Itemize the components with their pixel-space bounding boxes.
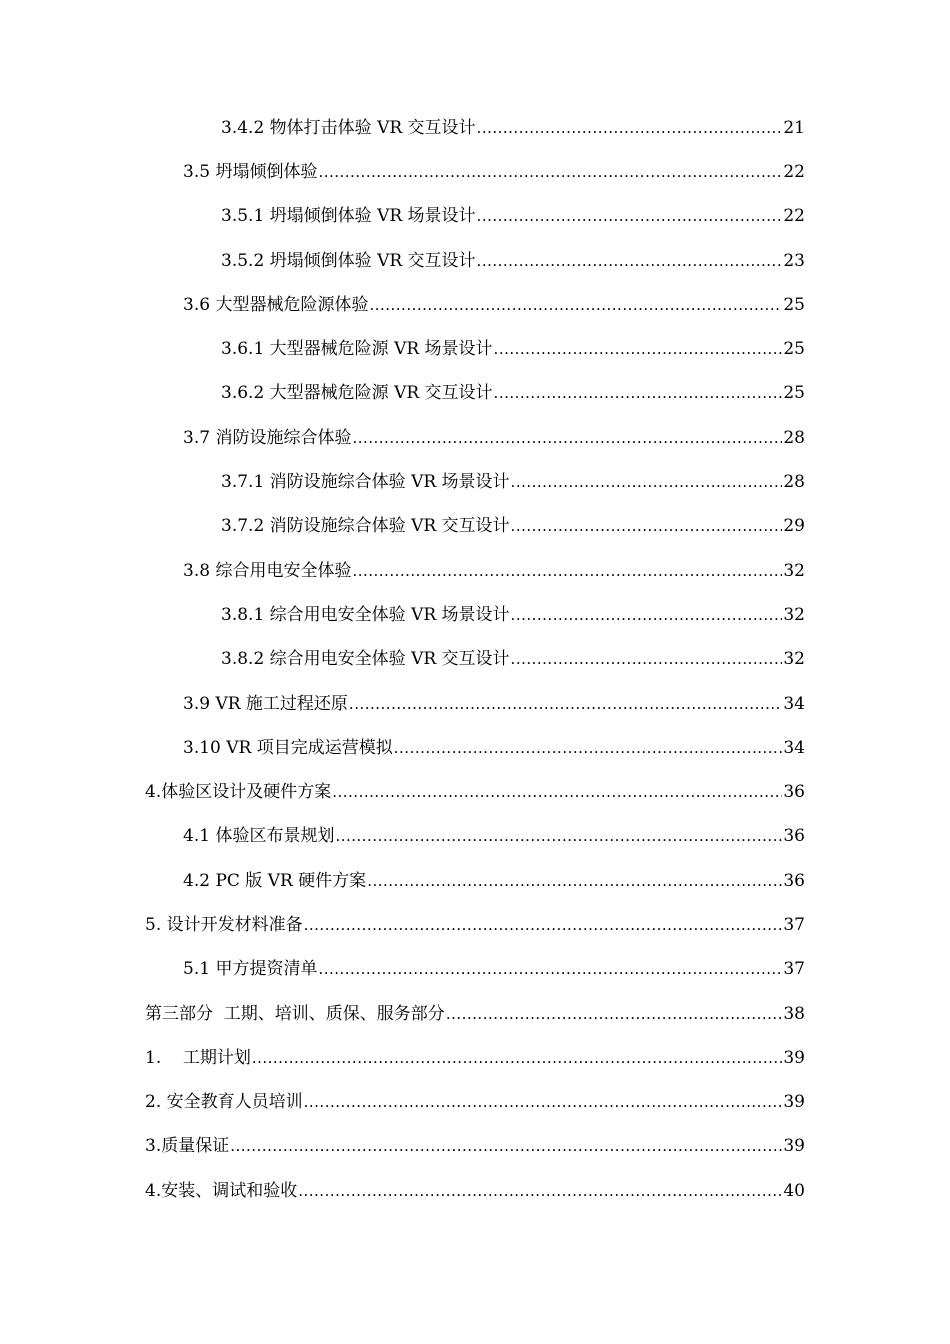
toc-entry-title: 3.7 消防设施综合体验 (183, 427, 352, 448)
toc-entry-line (183, 560, 805, 581)
toc-entry-title: 3.8.1 综合用电安全体验 VR 场景设计 (221, 604, 510, 625)
toc-entry-page-number: 28 (783, 427, 805, 448)
toc-entry-title: 3.10 VR 项目完成运营模拟 (183, 737, 393, 758)
toc-entry-title: 1. 工期计划 (145, 1047, 251, 1068)
toc-entry[interactable] (0, 460, 950, 504)
toc-dot-leader (494, 342, 783, 357)
toc-entry-title: 3.6.1 大型器械危险源 VR 场景设计 (221, 339, 493, 360)
toc-dot-leader (298, 1184, 782, 1199)
toc-dot-leader (394, 741, 783, 756)
toc-entry-page-number: 36 (783, 826, 805, 847)
toc-entry-line (221, 385, 805, 402)
toc-entry-line (145, 1180, 805, 1201)
toc-dot-leader (511, 475, 783, 490)
toc-entry-title: 5.1 甲方提资清单 (183, 959, 318, 980)
toc-entry-line (183, 161, 805, 182)
toc-entry[interactable] (0, 815, 950, 859)
toc-entry-page-number: 25 (783, 294, 805, 315)
toc-entry-page-number: 34 (783, 693, 805, 714)
toc-entry-title: 3.8.2 综合用电安全体验 VR 交互设计 (221, 649, 510, 670)
toc-entry-line (221, 117, 805, 138)
toc-entry-page-number: 32 (783, 649, 805, 670)
toc-dot-leader (349, 697, 782, 712)
toc-entry[interactable] (0, 859, 950, 903)
toc-entry[interactable] (0, 638, 950, 682)
toc-dot-leader (352, 564, 782, 579)
toc-dot-leader (252, 1051, 783, 1066)
toc-entry[interactable] (0, 327, 950, 371)
toc-entry[interactable] (0, 1125, 950, 1169)
toc-entry-line (221, 474, 805, 491)
toc-entry-page-number: 37 (783, 914, 805, 935)
toc-entry[interactable] (0, 1081, 950, 1125)
toc-entry-line (221, 208, 805, 225)
toc-dot-leader (318, 962, 782, 977)
table-of-contents (0, 106, 950, 1213)
toc-entry-page-number: 23 (783, 250, 805, 271)
toc-entry-page-number: 37 (783, 959, 805, 980)
toc-entry[interactable] (0, 726, 950, 770)
toc-entry-page-number: 22 (783, 206, 805, 227)
toc-entry-page-number: 39 (783, 1092, 805, 1113)
toc-entry-title: 2. 安全教育人员培训 (145, 1092, 303, 1113)
toc-entry[interactable] (0, 992, 950, 1036)
toc-entry-line (183, 870, 805, 891)
toc-entry-page-number: 40 (783, 1180, 805, 1201)
toc-entry[interactable] (0, 195, 950, 239)
toc-entry[interactable] (0, 948, 950, 992)
toc-dot-leader (304, 918, 783, 933)
toc-entry-title: 3.5.1 坍塌倾倒体验 VR 场景设计 (221, 206, 476, 227)
toc-entry-line (183, 693, 805, 714)
toc-entry-line (183, 828, 805, 845)
toc-entry-page-number: 21 (783, 117, 805, 138)
toc-entry[interactable] (0, 106, 950, 150)
toc-entry-title: 3.6 大型器械危险源体验 (183, 294, 369, 315)
toc-entry[interactable] (0, 372, 950, 416)
toc-entry-page-number: 36 (783, 782, 805, 803)
toc-entry-page-number: 28 (783, 472, 805, 493)
toc-entry-line (183, 294, 805, 315)
toc-entry-line (145, 1138, 805, 1155)
toc-entry[interactable] (0, 1169, 950, 1213)
toc-dot-leader (318, 165, 782, 180)
toc-entry-title: 第三部分 工期、培训、质保、服务部分 (145, 1003, 445, 1024)
toc-entry[interactable] (0, 283, 950, 327)
toc-entry-page-number: 34 (783, 737, 805, 758)
toc-dot-leader (446, 1007, 783, 1022)
toc-dot-leader (335, 829, 782, 844)
toc-dot-leader (477, 209, 783, 224)
toc-entry-page-number: 39 (783, 1136, 805, 1157)
toc-dot-leader (494, 386, 783, 401)
toc-entry[interactable] (0, 682, 950, 726)
toc-entry-line (221, 250, 805, 271)
toc-entry-line (145, 784, 805, 801)
toc-entry-title: 3.5.2 坍塌倾倒体验 VR 交互设计 (221, 250, 476, 271)
toc-entry-page-number: 38 (783, 1003, 805, 1024)
toc-entry-line (221, 604, 805, 625)
toc-dot-leader (367, 874, 782, 889)
toc-entry-page-number: 25 (783, 339, 805, 360)
toc-entry[interactable] (0, 505, 950, 549)
toc-entry-title: 3.8 综合用电安全体验 (183, 560, 352, 581)
toc-dot-leader (477, 121, 783, 136)
toc-entry[interactable] (0, 416, 950, 460)
toc-entry-title: 3.质量保证 (145, 1136, 230, 1157)
toc-entry-page-number: 36 (783, 870, 805, 891)
toc-entry-title: 3.6.2 大型器械危险源 VR 交互设计 (221, 383, 493, 404)
toc-dot-leader (477, 254, 783, 269)
toc-entry-title: 4.2 PC 版 VR 硬件方案 (183, 870, 367, 891)
toc-entry-line (145, 1094, 805, 1111)
toc-entry-title: 4.1 体验区布景规划 (183, 826, 335, 847)
toc-entry-line (145, 1047, 805, 1068)
toc-entry-line (145, 914, 805, 935)
toc-entry-title: 3.5 坍塌倾倒体验 (183, 161, 318, 182)
toc-entry[interactable] (0, 239, 950, 283)
toc-entry-page-number: 32 (783, 560, 805, 581)
toc-entry-title: 4.体验区设计及硬件方案 (145, 782, 332, 803)
toc-dot-leader (369, 298, 782, 313)
toc-entry-page-number: 29 (783, 516, 805, 537)
toc-entry-line (183, 961, 805, 978)
toc-entry[interactable] (0, 770, 950, 814)
toc-dot-leader (511, 652, 783, 667)
toc-entry[interactable] (0, 903, 950, 947)
toc-entry[interactable] (0, 150, 950, 194)
toc-dot-leader (304, 1095, 783, 1110)
toc-entry-title: 5. 设计开发材料准备 (145, 914, 303, 935)
toc-entry-line (145, 1003, 805, 1024)
toc-entry-page-number: 25 (783, 383, 805, 404)
toc-entry[interactable] (0, 593, 950, 637)
toc-entry-line (221, 518, 805, 535)
toc-entry[interactable] (0, 549, 950, 593)
toc-entry-page-number: 39 (783, 1047, 805, 1068)
toc-dot-leader (352, 431, 782, 446)
toc-entry[interactable] (0, 1036, 950, 1080)
toc-dot-leader (511, 519, 783, 534)
toc-entry-line (221, 341, 805, 358)
toc-entry-title: 3.7.1 消防设施综合体验 VR 场景设计 (221, 472, 510, 493)
toc-dot-leader (230, 1139, 782, 1154)
toc-dot-leader (511, 608, 783, 623)
toc-dot-leader (332, 785, 782, 800)
toc-entry-line (183, 737, 805, 758)
toc-entry-title: 3.7.2 消防设施综合体验 VR 交互设计 (221, 516, 510, 537)
toc-entry-page-number: 32 (783, 604, 805, 625)
toc-entry-page-number: 22 (783, 161, 805, 182)
toc-entry-line (221, 651, 805, 668)
toc-entry-line (183, 427, 805, 448)
toc-entry-title: 3.4.2 物体打击体验 VR 交互设计 (221, 117, 476, 138)
toc-entry-title: 3.9 VR 施工过程还原 (183, 693, 348, 714)
toc-entry-title: 4.安装、调试和验收 (145, 1180, 298, 1201)
